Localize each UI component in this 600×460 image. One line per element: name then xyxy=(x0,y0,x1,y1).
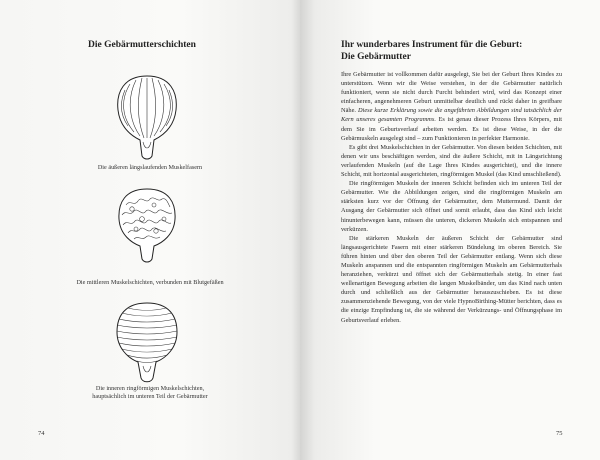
paragraph-1-part-b: Es ist genau dieser Prozess Ihres Körpers, mit dem Sie im Geburtsverlauf arbeiten werden. Es ist diese Weise, in der die Gebärmuskeln ausgelegt sind – zum Funktionieren in perfekter Harmonie. xyxy=(341,116,562,142)
paragraph-3: Die ringförmigen Muskeln der inneren Schicht befinden sich im unteren Teil der Gebärmutter. Wie die Abbildungen zeigen, sind die ringförmigen Muskeln am stärksten kurz vor der Öffnung der Gebärmutter, dem Muttermund. Damit der Ausgang der Gebärmutter sich öffnet und somit erlaubt, dass das Kind sich leicht hinunterbewegen kann, müssen die unteren, dickeren Muskeln sich entspannen und verkürzen. xyxy=(341,180,562,233)
uterus-outer-layer-illustration xyxy=(112,72,182,164)
left-page-title: Die Gebärmutterschichten xyxy=(88,40,196,50)
uterus-middle-layer-illustration xyxy=(112,185,182,265)
right-page-title xyxy=(341,40,561,63)
figure-caption-inner-line1: Die inneren ringförmigen Muskelschichten, xyxy=(95,385,205,392)
figure-caption-middle: Die mittleren Muskelschichten, verbunden mit Blutgefäßen xyxy=(76,279,224,286)
paragraph-1 xyxy=(341,70,562,143)
figure-caption-inner-line2: hauptsächlich im unteren Teil der Gebärmutter xyxy=(92,393,208,400)
figure-caption-inner xyxy=(40,385,260,401)
page-number-right: 75 xyxy=(556,430,563,437)
body-text xyxy=(341,70,562,325)
paragraph-4: Die stärkeren Muskeln der äußeren Schicht der Gebärmutter sind längsausgerichtete Fasern mit einer stärkeren Bündelung im oberen Bereich. Sie führen hinten und über den oberen Teil der Gebärmutter entlang. Wenn sich diese Muskeln anspannen und die entspannten ringförmigen Muskeln am Gebärmutterhals heranziehen, verkürzt und öffnet sich der Gebärmutterhals stetig. In einer fast wellenartigen Bewegung arbeiten die langen Muskelbänder, um das Kind nach unten durch und schließlich aus der Gebärmutter herauszuschieben. Es ist diese zusammenziehende Bewegung, von der viele HypnoBirthing-Mütter berichten, dass es die einzige Empfindung ist, die sie während der Verkürzungs- und Öffnungsphase im Geburtsverlauf erleben. xyxy=(341,234,562,324)
figure-caption-outer: Die äußeren längslaufenden Muskelfasern xyxy=(97,164,203,171)
uterus-inner-layer-illustration xyxy=(112,300,182,387)
right-page-title-line1: Ihr wunderbares Instrument für die Geburt: xyxy=(341,40,523,50)
paragraph-1-emphasis: Diese kurze Erklärung sowie die angeführten Abbildungen sind tatsächlich der Kern unseres gesamten Programms. xyxy=(341,107,562,124)
right-page-title-line2: Die Gebärmutter xyxy=(341,51,411,62)
paragraph-1-part-a: Ihre Gebärmutter ist vollkommen dafür ausgelegt, Sie bei der Geburt Ihres Kindes zu unterstützen. Wenn wir die Weise verstehen, in der die Gebärmutter natürlich funktioniert, wenn sie nicht durch Furcht behindert wird, wird das Konzept einer einfacheren, angenehmeren Geburt unmittelbar deutlich und rückt daher in greifbare Nähe. xyxy=(341,71,562,115)
page-number-left: 74 xyxy=(38,430,45,437)
paragraph-2: Es gibt drei Muskelschichten in der Gebärmutter. Von diesen beiden Schichten, mit denen wir uns beschäftigen werden, sind die äußere Schicht, mit in Längsrichtung verlaufenden Muskeln (auf die Lage Ihres Kindes ausgerichtet), und die innere Schicht, mit horizontal ausgerichteten, ringförmigen Muskel (das Kind umschließend). xyxy=(341,143,562,179)
